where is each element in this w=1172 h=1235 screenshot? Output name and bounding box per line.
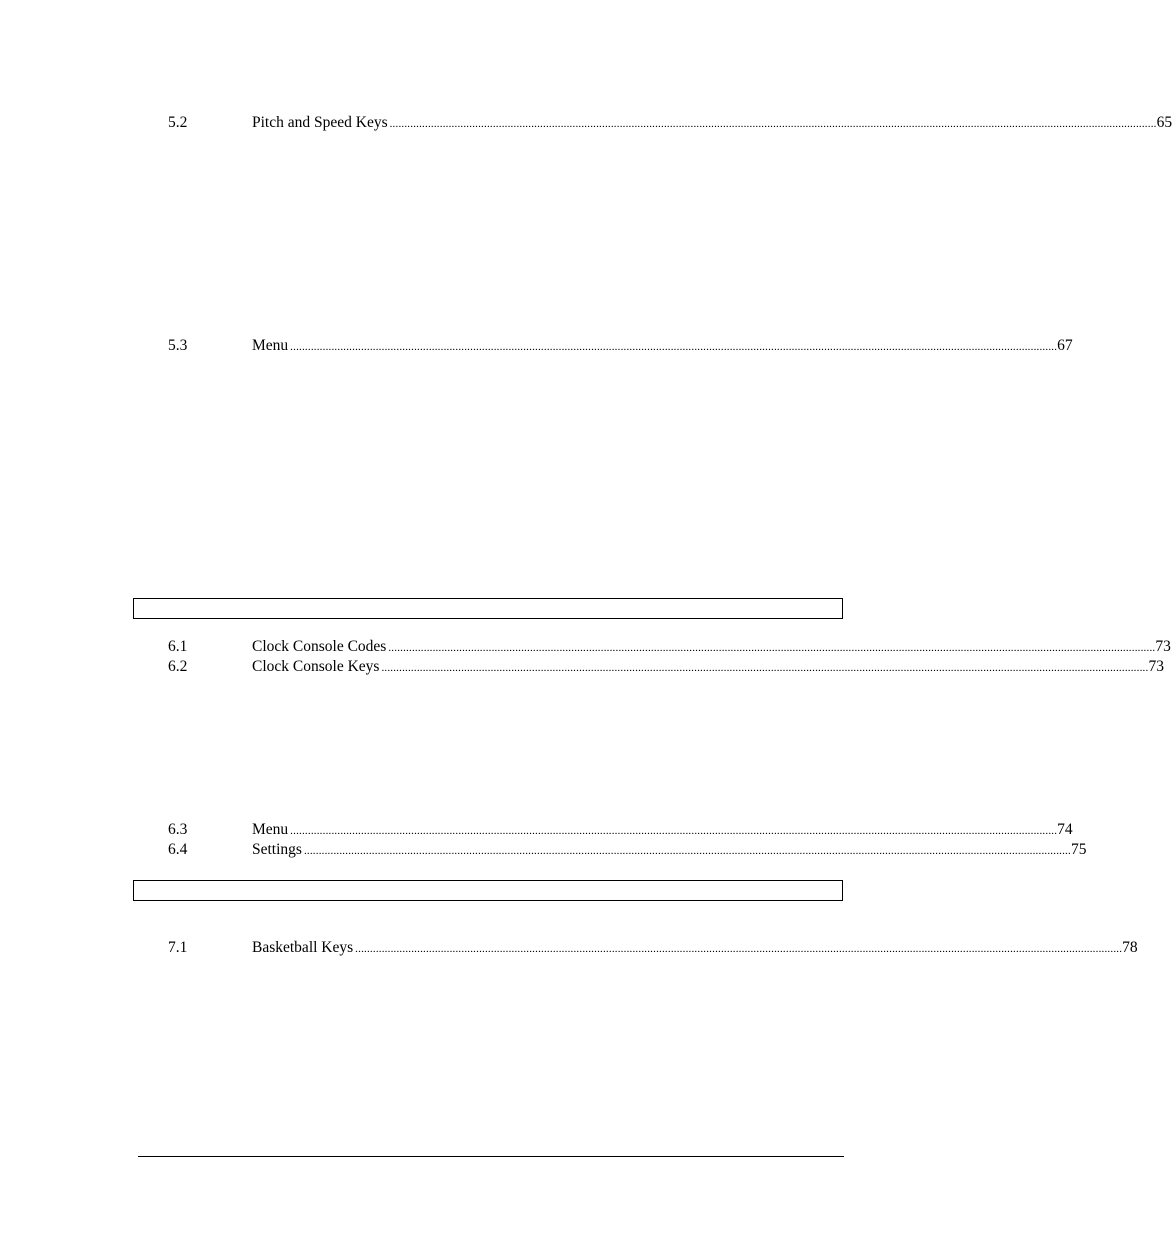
section-number: 5.3: [168, 337, 188, 354]
toc-entry-6-3[interactable]: [168, 820, 1073, 840]
dot-leader: ....................................................................................................................................................................................................................................................................: [303, 845, 1071, 857]
section-number: 6.2: [168, 658, 188, 675]
page-number: 74: [1057, 821, 1073, 838]
dot-leader: ....................................................................................................................................................................................................................................................................: [381, 662, 1149, 674]
section-number: 6.3: [168, 821, 188, 838]
section-title: Basketball Keys: [252, 939, 354, 956]
section-number: 6.4: [168, 841, 188, 858]
toc-entry-6-2[interactable]: [168, 657, 1164, 677]
dot-leader: ....................................................................................................................................................................................................................................................................: [388, 642, 1156, 654]
toc-entry-6-4[interactable]: [168, 840, 1087, 860]
section-title: Pitch and Speed Keys: [252, 114, 388, 131]
footer-rule: [138, 1156, 844, 1157]
section-title: Clock Console Keys: [252, 658, 380, 675]
dot-leader: ....................................................................................................................................................................................................................................................................: [389, 118, 1157, 130]
chapter-heading-box: [133, 880, 843, 901]
section-number: 7.1: [168, 939, 188, 956]
page-number: 73: [1155, 638, 1171, 655]
dot-leader: ....................................................................................................................................................................................................................................................................: [355, 943, 1123, 955]
chapter-heading-box: [133, 598, 843, 619]
section-title: Clock Console Codes: [252, 638, 387, 655]
page-number: 73: [1148, 658, 1164, 675]
dot-leader: ....................................................................................................................................................................................................................................................................: [290, 341, 1058, 353]
section-number: 5.2: [168, 114, 188, 131]
toc-entry-5-3[interactable]: [168, 336, 1073, 356]
page-number: 67: [1057, 337, 1073, 354]
toc-entry-6-1[interactable]: [168, 637, 1171, 657]
page-number: 78: [1122, 939, 1138, 956]
page-number: 65: [1156, 114, 1172, 131]
dot-leader: ....................................................................................................................................................................................................................................................................: [290, 825, 1058, 837]
section-title: Settings: [252, 841, 302, 858]
section-title: Menu: [252, 821, 289, 838]
page-number: 75: [1070, 841, 1087, 858]
section-title: Menu: [252, 337, 289, 354]
section-number: 6.1: [168, 638, 188, 655]
toc-entry-5-2[interactable]: [168, 113, 1172, 133]
toc-entry-7-1[interactable]: [168, 938, 1138, 958]
